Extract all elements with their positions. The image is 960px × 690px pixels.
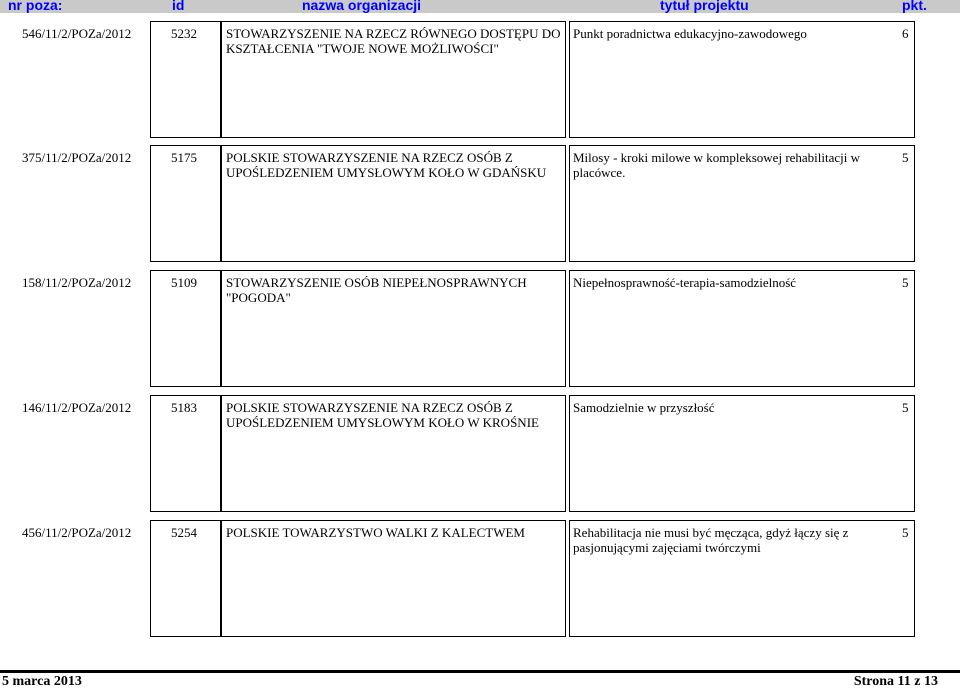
row-project-title: Niepełnosprawność-terapia-samodzielność	[573, 275, 797, 290]
row-id: 5109	[171, 275, 197, 290]
row-points: 5	[902, 525, 909, 540]
row-organization-name: POLSKIE TOWARZYSTWO WALKI Z KALECTWEM	[226, 525, 525, 540]
row-id: 5232	[171, 26, 197, 41]
row-organization-name: POLSKIE STOWARZYSZENIE NA RZECZ OSÓB Z UPOŚLEDZENIEM UMYSŁOWYM KOŁO W KROŚNIE	[226, 400, 539, 430]
row-nr-poza: 146/11/2/POZa/2012	[22, 400, 132, 415]
footer-rule	[0, 670, 960, 673]
row-points: 5	[902, 400, 909, 415]
row-project-title: Rehabilitacja nie musi być męcząca, gdyż łączy się z pasjonującymi zajęciami twórczymi	[573, 525, 849, 555]
header-nazwa-organizacji: nazwa organizacji	[302, 0, 422, 13]
header-pkt: pkt.	[902, 0, 927, 13]
row-nr-poza: 456/11/2/POZa/2012	[22, 525, 132, 540]
row-project-title: Milosy - kroki milowe w kompleksowej rehabilitacji w placówce.	[573, 150, 861, 180]
header-nr-poza: nr poza:	[8, 0, 63, 13]
row-project-title: Samodzielnie w przyszłość	[573, 400, 715, 415]
row-organization-name: STOWARZYSZENIE NA RZECZ RÓWNEGO DOSTĘPU DO KSZTAŁCENIA "TWOJE NOWE MOŻLIWOŚCI"	[226, 26, 561, 56]
row-nr-poza: 546/11/2/POZa/2012	[22, 26, 132, 41]
row-id: 5175	[171, 150, 197, 165]
row-points: 5	[902, 150, 909, 165]
row-id: 5254	[171, 525, 197, 540]
row-nr-poza: 375/11/2/POZa/2012	[22, 150, 132, 165]
row-organization-name: POLSKIE STOWARZYSZENIE NA RZECZ OSÓB Z UPOŚLEDZENIEM UMYSŁOWYM KOŁO W GDAŃSKU	[226, 150, 547, 180]
row-points: 5	[902, 275, 909, 290]
row-organization-name: STOWARZYSZENIE OSÓB NIEPEŁNOSPRAWNYCH "POGODA"	[226, 275, 527, 305]
row-project-title: Punkt poradnictwa edukacyjno-zawodowego	[573, 26, 807, 41]
header-tytul-projektu: tytuł projektu	[660, 0, 749, 13]
footer-date: 5 marca 2013	[2, 674, 82, 689]
row-id: 5183	[171, 400, 197, 415]
column-header-bar	[0, 0, 960, 13]
footer-page-number: Strona 11 z 13	[853, 674, 938, 689]
row-points: 6	[902, 26, 909, 41]
header-id: id	[172, 0, 185, 13]
row-nr-poza: 158/11/2/POZa/2012	[22, 275, 132, 290]
